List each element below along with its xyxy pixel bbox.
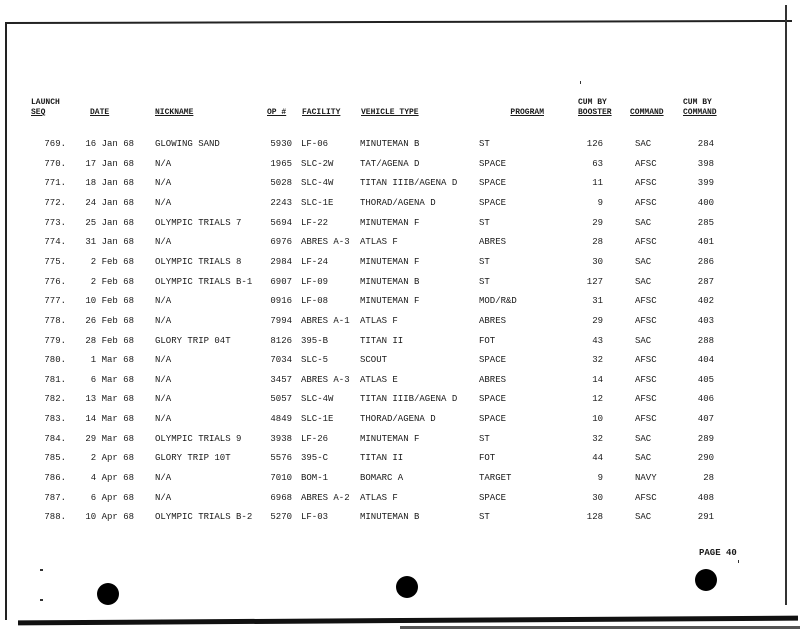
cell-cum-by-command: 290 [697, 453, 714, 464]
cell-op-number: 5576 [270, 453, 292, 464]
cell-nickname: N/A [155, 237, 172, 248]
cell-launch-date: 6 Mar 68 [90, 374, 134, 385]
cell-vehicle-type: THORAD/AGENA D [360, 414, 436, 425]
cell-facility: ABRES A-1 [301, 315, 350, 326]
header-launch: LAUNCH [31, 98, 60, 107]
table-row [0, 138, 800, 152]
cell-launch-date: 24 Jan 68 [85, 197, 134, 208]
cell-facility: SLC-4W [301, 178, 334, 189]
table-row [0, 452, 800, 466]
table-row [0, 511, 800, 525]
cell-cum-by-command: 401 [697, 237, 714, 248]
cell-facility: SLC-4W [301, 394, 334, 405]
table-row [0, 315, 800, 329]
cell-program: ST [479, 276, 490, 287]
cell-op-number: 6907 [270, 276, 292, 287]
cell-cum-by-booster: 31 [592, 296, 603, 307]
cell-launch-seq: 782. [44, 394, 66, 405]
cell-program: SPACE [479, 492, 507, 503]
cell-nickname: N/A [155, 473, 172, 484]
cell-program: ST [479, 256, 490, 267]
header-booster: BOOSTER [578, 108, 612, 117]
header-program: PROGRAM [510, 108, 544, 117]
cell-nickname: GLOWING SAND [155, 139, 220, 149]
cell-launch-date: 10 Feb 68 [85, 296, 134, 307]
cell-nickname: N/A [155, 296, 172, 307]
cell-command: SAC [635, 433, 652, 444]
cell-op-number: 5057 [270, 394, 292, 405]
cell-launch-seq: 786. [44, 473, 66, 484]
cell-vehicle-type: MINUTEMAN B [360, 276, 420, 287]
header-command: COMMAND [630, 108, 664, 117]
cell-cum-by-command: 405 [697, 374, 714, 385]
table-row [0, 236, 800, 250]
page-number: PAGE 40 [699, 548, 737, 558]
cell-program: SPACE [479, 394, 507, 405]
cell-nickname: N/A [155, 394, 172, 405]
cell-command: SAC [635, 335, 652, 346]
table-row [0, 433, 800, 447]
table-row [0, 374, 800, 388]
cell-op-number: 4849 [270, 414, 292, 425]
cell-launch-date: 26 Feb 68 [85, 315, 134, 326]
cell-launch-date: 17 Jan 68 [85, 158, 134, 169]
cell-cum-by-booster: 43 [592, 335, 603, 346]
cell-cum-by-booster: 10 [592, 414, 603, 425]
cell-cum-by-command: 287 [697, 276, 714, 287]
cell-program: ST [479, 433, 490, 444]
cell-program: ABRES [479, 374, 507, 385]
cell-nickname: OLYMPIC TRIALS B-1 [155, 276, 253, 287]
cell-op-number: 8126 [270, 335, 292, 346]
cell-command: AFSC [635, 355, 657, 366]
cell-cum-by-command: 407 [697, 414, 714, 425]
cell-op-number: 5028 [270, 178, 292, 189]
cell-launch-seq: 775. [44, 256, 66, 267]
cell-facility: 395-C [301, 453, 329, 464]
cell-cum-by-booster: 9 [597, 197, 603, 208]
cell-cum-by-command: 285 [697, 217, 714, 228]
cell-cum-by-booster: 44 [592, 453, 603, 464]
cell-vehicle-type: MINUTEMAN F [360, 256, 420, 267]
table-row [0, 197, 800, 211]
table-row [0, 472, 800, 486]
cell-program: ABRES [479, 237, 507, 248]
cell-cum-by-booster: 30 [592, 492, 603, 503]
cell-facility: SLC-2W [301, 158, 334, 169]
cell-nickname: OLYMPIC TRIALS B-2 [155, 512, 253, 523]
table-row [0, 413, 800, 427]
header-op: OP # [267, 108, 287, 117]
cell-launch-seq: 788. [44, 512, 66, 523]
cell-nickname: N/A [155, 414, 172, 425]
cell-launch-date: 18 Jan 68 [85, 178, 134, 189]
table-row [0, 177, 800, 191]
cell-command: AFSC [635, 158, 657, 169]
cell-nickname: N/A [155, 315, 172, 326]
cell-launch-date: 25 Jan 68 [85, 217, 134, 228]
cell-launch-date: 13 Mar 68 [85, 394, 134, 405]
cell-vehicle-type: ATLAS F [360, 237, 398, 248]
cell-op-number: 2984 [270, 256, 292, 267]
cell-command: SAC [635, 512, 652, 523]
header-vehicle-type: VEHICLE TYPE [361, 108, 419, 117]
cell-op-number: 3457 [270, 374, 292, 385]
cell-op-number: 6976 [270, 237, 292, 248]
cell-command: AFSC [635, 394, 657, 405]
cell-cum-by-command: 403 [697, 315, 714, 326]
cell-launch-seq: 774. [44, 237, 66, 248]
cell-cum-by-command: 400 [697, 197, 714, 208]
page-edge-bottom [18, 616, 798, 626]
table-row [0, 393, 800, 407]
header-cum-by-command-top: CUM BY [683, 98, 712, 107]
cell-launch-seq: 777. [44, 296, 66, 307]
cell-op-number: 0916 [270, 296, 292, 307]
cell-cum-by-command: 288 [697, 335, 714, 346]
cell-launch-date: 28 Feb 68 [85, 335, 134, 346]
cell-nickname: N/A [155, 197, 172, 208]
cell-facility: SLC-5 [301, 355, 329, 366]
cell-vehicle-type: TAT/AGENA D [360, 158, 420, 169]
cell-program: SPACE [479, 178, 507, 189]
cell-cum-by-command: 399 [697, 178, 714, 189]
table-row [0, 158, 800, 172]
header-cum-by-booster-top: CUM BY [578, 98, 607, 107]
cell-facility: SLC-1E [301, 197, 334, 208]
cell-launch-seq: 787. [44, 492, 66, 503]
cell-nickname: N/A [155, 178, 172, 189]
cell-op-number: 5694 [270, 217, 292, 228]
cell-vehicle-type: MINUTEMAN B [360, 512, 420, 523]
cell-op-number: 5930 [270, 139, 292, 149]
cell-program: SPACE [479, 158, 507, 169]
cell-cum-by-command: 408 [697, 492, 714, 503]
cell-vehicle-type: SCOUT [360, 355, 388, 366]
cell-command: AFSC [635, 492, 657, 503]
scan-speck [40, 599, 43, 601]
cell-launch-seq: 779. [44, 335, 66, 346]
cell-launch-seq: 776. [44, 276, 66, 287]
cell-cum-by-command: 402 [697, 296, 714, 307]
cell-nickname: OLYMPIC TRIALS 9 [155, 433, 242, 444]
cell-launch-seq: 773. [44, 217, 66, 228]
cell-launch-date: 10 Apr 68 [85, 512, 134, 523]
cell-launch-date: 16 Jan 68 [85, 139, 134, 149]
cell-op-number: 7034 [270, 355, 292, 366]
cell-launch-seq: 772. [44, 197, 66, 208]
cell-cum-by-command: 286 [697, 256, 714, 267]
cell-vehicle-type: THORAD/AGENA D [360, 197, 436, 208]
cell-op-number: 3938 [270, 433, 292, 444]
cell-launch-seq: 784. [44, 433, 66, 444]
cell-cum-by-booster: 14 [592, 374, 603, 385]
cell-facility: LF-08 [301, 296, 329, 307]
cell-cum-by-command: 398 [697, 158, 714, 169]
cell-nickname: N/A [155, 355, 172, 366]
cell-program: FOT [479, 335, 496, 346]
cell-facility: SLC-1E [301, 414, 334, 425]
cell-command: SAC [635, 453, 652, 464]
cell-vehicle-type: ATLAS E [360, 374, 398, 385]
cell-program: SPACE [479, 414, 507, 425]
punch-hole-left [97, 583, 119, 605]
cell-launch-seq: 778. [44, 315, 66, 326]
cell-vehicle-type: MINUTEMAN F [360, 433, 420, 444]
cell-launch-seq: 771. [44, 178, 66, 189]
cell-facility: BOM-1 [301, 473, 329, 484]
cell-command: SAC [635, 217, 652, 228]
cell-cum-by-command: 404 [697, 355, 714, 366]
cell-facility: LF-26 [301, 433, 329, 444]
cell-launch-seq: 770. [44, 158, 66, 169]
cell-cum-by-booster: 127 [586, 276, 603, 287]
cell-launch-seq: 783. [44, 414, 66, 425]
cell-launch-date: 14 Mar 68 [85, 414, 134, 425]
table-row [0, 217, 800, 231]
cell-vehicle-type: MINUTEMAN F [360, 217, 420, 228]
cell-nickname: GLORY TRIP 10T [155, 453, 231, 464]
header-seq: SEQ [31, 108, 46, 117]
cell-program: ST [479, 512, 490, 523]
cell-program: ABRES [479, 315, 507, 326]
cell-cum-by-booster: 29 [592, 217, 603, 228]
cell-op-number: 6968 [270, 492, 292, 503]
cell-cum-by-booster: 28 [592, 237, 603, 248]
cell-command: SAC [635, 256, 652, 267]
cell-launch-date: 29 Mar 68 [85, 433, 134, 444]
cell-cum-by-booster: 12 [592, 394, 603, 405]
cell-facility: ABRES A-3 [301, 237, 350, 248]
cell-nickname: N/A [155, 158, 172, 169]
cell-command: AFSC [635, 296, 657, 307]
table-row [0, 276, 800, 290]
cell-cum-by-command: 291 [697, 512, 714, 523]
cell-launch-seq: 781. [44, 374, 66, 385]
cell-cum-by-booster: 9 [597, 473, 603, 484]
cell-cum-by-command: 28 [703, 473, 714, 484]
cell-cum-by-booster: 29 [592, 315, 603, 326]
cell-cum-by-booster: 32 [592, 355, 603, 366]
cell-launch-date: 6 Apr 68 [90, 492, 134, 503]
cell-nickname: GLORY TRIP 04T [155, 335, 231, 346]
header-command-2: COMMAND [683, 108, 717, 117]
header-facility: FACILITY [302, 108, 341, 117]
page-edge-top [6, 20, 792, 24]
cell-command: AFSC [635, 374, 657, 385]
cell-vehicle-type: MINUTEMAN B [360, 139, 420, 149]
cell-facility: 395-B [301, 335, 329, 346]
cell-nickname: N/A [155, 374, 172, 385]
cell-nickname: OLYMPIC TRIALS 8 [155, 256, 242, 267]
table-row [0, 295, 800, 309]
cell-vehicle-type: TITAN II [360, 453, 404, 464]
cell-launch-date: 2 Feb 68 [90, 276, 134, 287]
cell-launch-date: 1 Mar 68 [90, 355, 134, 366]
cell-command: AFSC [635, 237, 657, 248]
table-row [0, 256, 800, 270]
cell-nickname: OLYMPIC TRIALS 7 [155, 217, 242, 228]
cell-vehicle-type: ATLAS F [360, 315, 398, 326]
cell-facility: LF-22 [301, 217, 329, 228]
cell-command: AFSC [635, 414, 657, 425]
cell-vehicle-type: MINUTEMAN F [360, 296, 420, 307]
cell-nickname: N/A [155, 492, 172, 503]
cell-cum-by-command: 406 [697, 394, 714, 405]
cell-launch-date: 4 Apr 68 [90, 473, 134, 484]
cell-op-number: 2243 [270, 197, 292, 208]
table-row [0, 335, 800, 349]
scan-speck [40, 569, 43, 571]
cell-facility: LF-24 [301, 256, 329, 267]
cell-facility: LF-03 [301, 512, 329, 523]
cell-vehicle-type: TITAN IIIB/AGENA D [360, 178, 458, 189]
cell-program: MOD/R&D [479, 296, 517, 307]
page-edge-bottom-shadow [400, 626, 800, 629]
cell-cum-by-command: 289 [697, 433, 714, 444]
scan-speck [738, 560, 739, 563]
cell-launch-seq: 785. [44, 453, 66, 464]
cell-program: SPACE [479, 355, 507, 366]
punch-hole-right [695, 569, 717, 591]
cell-command: AFSC [635, 197, 657, 208]
cell-program: SPACE [479, 197, 507, 208]
cell-facility: LF-09 [301, 276, 329, 287]
cell-cum-by-booster: 126 [586, 139, 603, 149]
cell-op-number: 7010 [270, 473, 292, 484]
cell-launch-date: 31 Jan 68 [85, 237, 134, 248]
cell-command: SAC [635, 276, 652, 287]
header-date: DATE [90, 108, 110, 117]
cell-program: ST [479, 139, 490, 149]
cell-vehicle-type: TITAN IIIB/AGENA D [360, 394, 458, 405]
cell-launch-date: 2 Apr 68 [90, 453, 134, 464]
cell-facility: ABRES A-2 [301, 492, 350, 503]
punch-hole-center [396, 576, 418, 598]
cell-cum-by-command: 284 [697, 139, 714, 149]
cell-cum-by-booster: 11 [592, 178, 603, 189]
cell-launch-seq: 780. [44, 355, 66, 366]
cell-op-number: 5270 [270, 512, 292, 523]
cell-facility: ABRES A-3 [301, 374, 350, 385]
cell-launch-date: 2 Feb 68 [90, 256, 134, 267]
cell-op-number: 1965 [270, 158, 292, 169]
cell-cum-by-booster: 30 [592, 256, 603, 267]
cell-command: AFSC [635, 178, 657, 189]
cell-vehicle-type: TITAN II [360, 335, 404, 346]
cell-facility: LF-06 [301, 139, 329, 149]
cell-cum-by-booster: 128 [586, 512, 603, 523]
cell-cum-by-booster: 32 [592, 433, 603, 444]
cell-command: AFSC [635, 315, 657, 326]
cell-launch-seq: 769. [44, 139, 66, 149]
table-row [0, 492, 800, 506]
cell-command: SAC [635, 139, 652, 149]
cell-op-number: 7994 [270, 315, 292, 326]
scan-speck [580, 81, 581, 84]
table-row [0, 354, 800, 368]
cell-program: ST [479, 217, 490, 228]
cell-command: NAVY [635, 473, 657, 484]
cell-vehicle-type: ATLAS F [360, 492, 398, 503]
cell-program: FOT [479, 453, 496, 464]
cell-vehicle-type: BOMARC A [360, 473, 404, 484]
cell-cum-by-booster: 63 [592, 158, 603, 169]
header-nickname: NICKNAME [155, 108, 194, 117]
cell-program: TARGET [479, 473, 512, 484]
